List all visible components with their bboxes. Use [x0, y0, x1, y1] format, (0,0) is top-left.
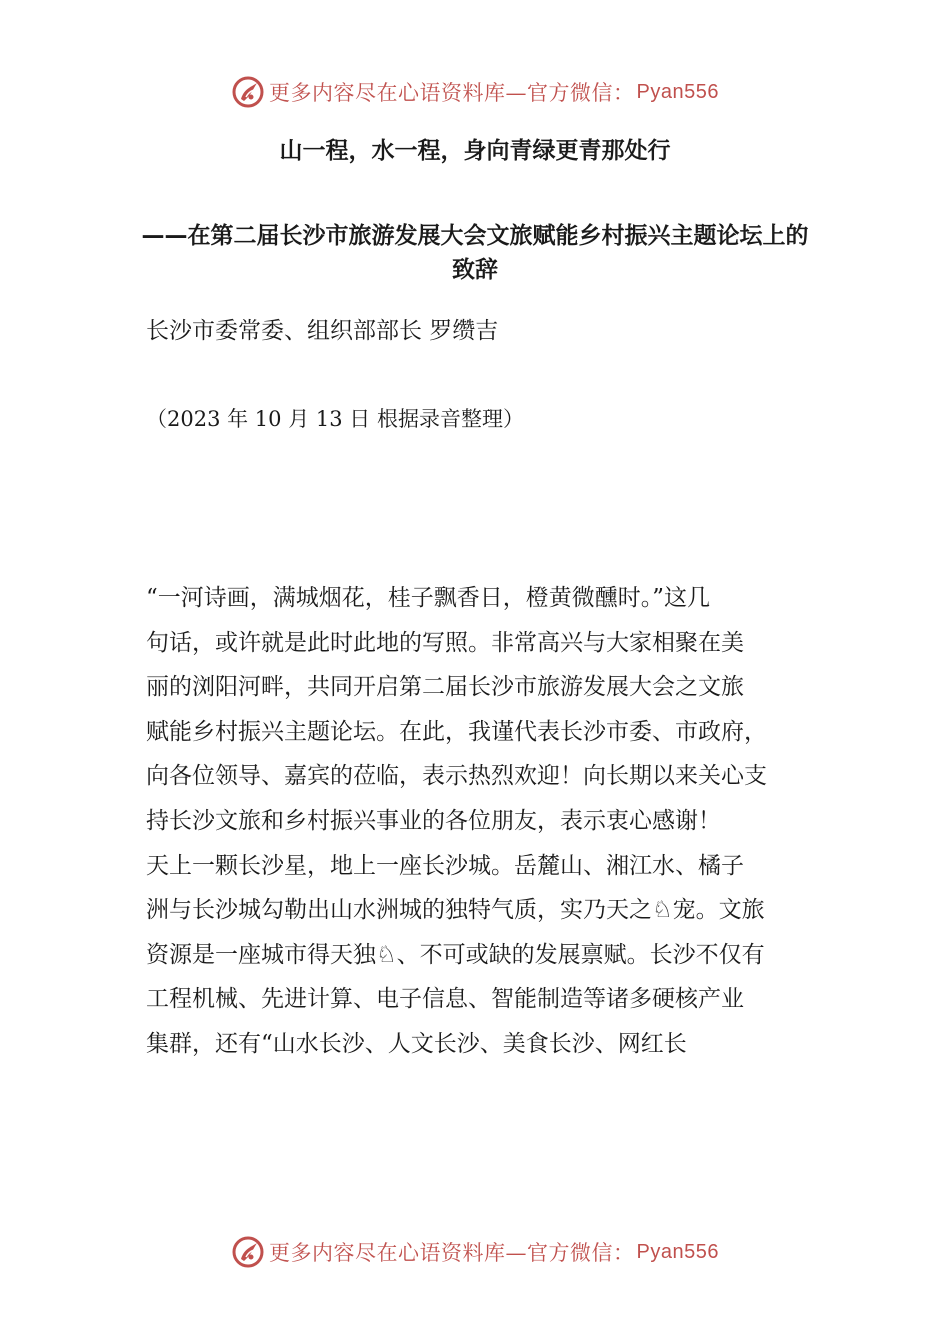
body-paragraphs [146, 576, 826, 1067]
body-line: 句话，或许就是此时此地的写照。非常高兴与大家相聚在美 [146, 629, 744, 656]
body-line: 丽的浏阳河畔，共同开启第二届长沙市旅游发展大会之文旅 [146, 674, 744, 701]
watermark-text: 更多内容尽在心语资料库—官方微信： [269, 81, 635, 105]
watermark-wechat-id: Pyan556 [636, 1240, 719, 1263]
body-line: 持长沙文旅和乡村振兴事业的各位朋友，表示衷心感谢！ [146, 807, 721, 834]
body-line: 集群，还有“山水长沙、人文长沙、美食长沙、网红长 [146, 1030, 687, 1057]
flame-circle-logo-icon [231, 1235, 265, 1269]
flame-circle-logo-icon [231, 75, 265, 109]
footer-watermark [0, 1232, 950, 1272]
document-subtitle: ——在第二届长沙市旅游发展大会文旅赋能乡村振兴主题论坛上的致辞 [141, 223, 809, 283]
author-byline: 长沙市委常委、组织部部长 罗缵吉 [146, 318, 499, 344]
body-line: 工程机械、先进计算、电子信息、智能制造等诸多硬核产业 [146, 986, 744, 1013]
document-title: 山一程，水一程，身向青绿更青那处行 [279, 138, 671, 164]
body-line: “一河诗画，满城烟花，桂子飘香日，橙黄微醺时。”这几 [146, 585, 711, 611]
body-line: 向各位领导、嘉宾的莅临，表示热烈欢迎！向长期以来关心支 [146, 763, 767, 790]
dateline: （2023 年 10 月 13 日 根据录音整理） [146, 407, 524, 431]
body-line: 资源是一座城市得天独♘、不可或缺的发展禀赋。长沙不仅有 [146, 941, 765, 968]
body-line: 洲与长沙城勾勒出山水洲城的独特气质，实乃天之♘宠。文旅 [146, 897, 765, 924]
body-line: 赋能乡村振兴主题论坛。在此，我谨代表长沙市委、市政府， [146, 718, 767, 745]
header-watermark [0, 72, 950, 112]
body-line: 天上一颗长沙星，地上一座长沙城。岳麓山、湘江水、橘子 [146, 852, 744, 879]
watermark-wechat-id: Pyan556 [636, 80, 719, 103]
watermark-text: 更多内容尽在心语资料库—官方微信： [269, 1241, 635, 1265]
